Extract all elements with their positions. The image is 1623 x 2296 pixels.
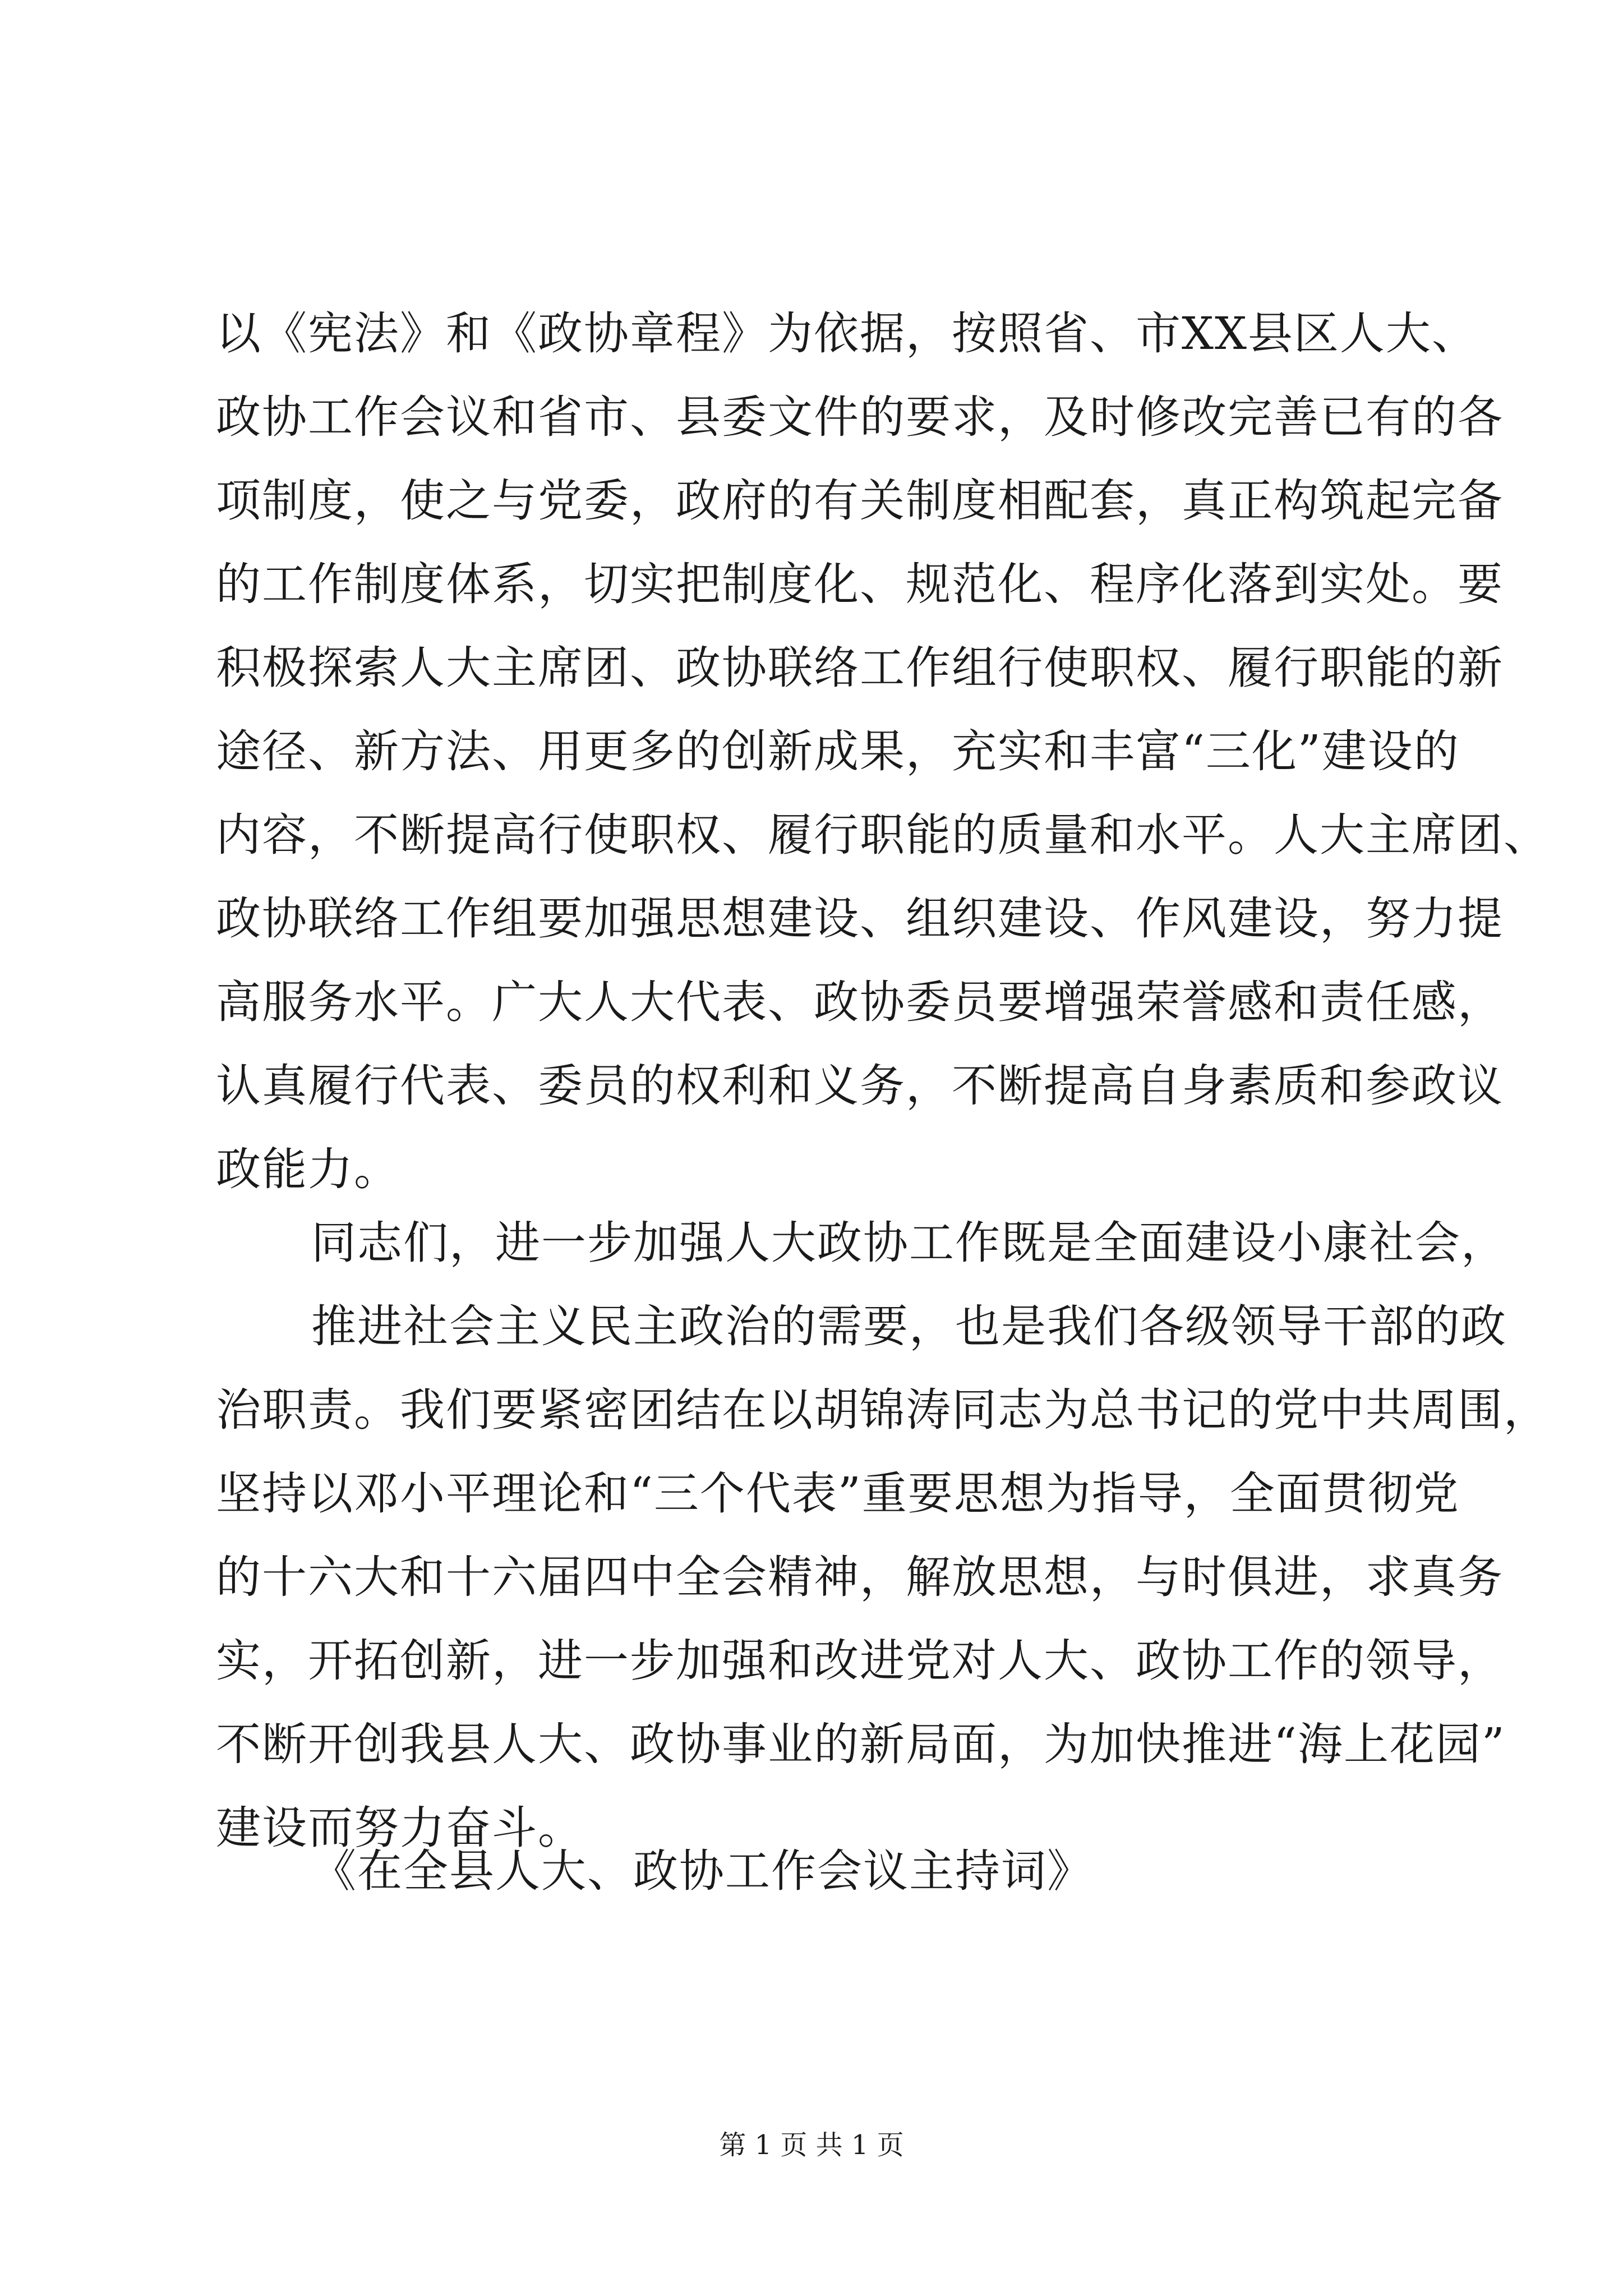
text-line: 途径、新方法、用更多的创新成果，充实和丰富“三化”建设的	[216, 725, 1460, 777]
text-line: 坚持以邓小平理论和“三个代表”重要思想为指导，全面贯彻党	[216, 1467, 1460, 1520]
text-line: 推进社会主义民主政治的需要，也是我们各级领导干部的政	[311, 1300, 1507, 1352]
text-line: 政能力。	[216, 1143, 400, 1195]
text-line: 的工作制度体系，切实把制度化、规范化、程序化落到实处。要	[216, 558, 1504, 610]
text-line: 实，开拓创新，进一步加强和改进党对人大、政协工作的领导，	[216, 1635, 1504, 1687]
paragraph-1	[216, 292, 1550, 1211]
text-line: 政协工作会议和省市、县委文件的要求，及时修改完善已有的各	[216, 391, 1504, 443]
text-line: 以《宪法》和《政协章程》为依据，按照省、市XX县区人大、	[216, 307, 1478, 360]
title-reference-text: 《在全县人大、政协工作会议主持词》	[311, 1845, 1093, 1897]
text-line: 高服务水平。广大人大代表、政协委员要增强荣誉感和责任感，	[216, 976, 1504, 1028]
text-line: 的十六大和十六届四中全会精神，解放思想，与时俱进，求真务	[216, 1551, 1504, 1603]
text-line: 政协联络工作组要加强思想建设、组织建设、作风建设，努力提	[216, 892, 1504, 945]
text-line: 建设而努力奋斗。	[216, 1802, 584, 1854]
text-line: 认真履行代表、委员的权利和义务，不断提高自身素质和参政议	[216, 1060, 1504, 1112]
text-line: 积极探索人大主席团、政协联络工作组行使职权、履行职能的新	[216, 642, 1504, 694]
text-line: 不断开创我县人大、政协事业的新局面，为加快推进“海上花园”	[216, 1718, 1506, 1770]
title-reference	[216, 1829, 1410, 1913]
paragraph-2	[216, 1201, 1550, 1870]
page-number: 第 1 页 共 1 页	[719, 2129, 904, 2161]
text-line: 项制度，使之与党委，政府的有关制度相配套，真正构筑起完备	[216, 475, 1504, 527]
text-line: 治职责。我们要紧密团结在以胡锦涛同志为总书记的党中共周围，	[216, 1384, 1550, 1436]
text-line: 内容，不断提高行使职权、履行职能的质量和水平。人大主席团、	[216, 809, 1550, 861]
page-footer	[0, 2123, 1623, 2162]
text-line: 同志们，进一步加强人大政协工作既是全面建设小康社会，	[311, 1217, 1507, 1269]
